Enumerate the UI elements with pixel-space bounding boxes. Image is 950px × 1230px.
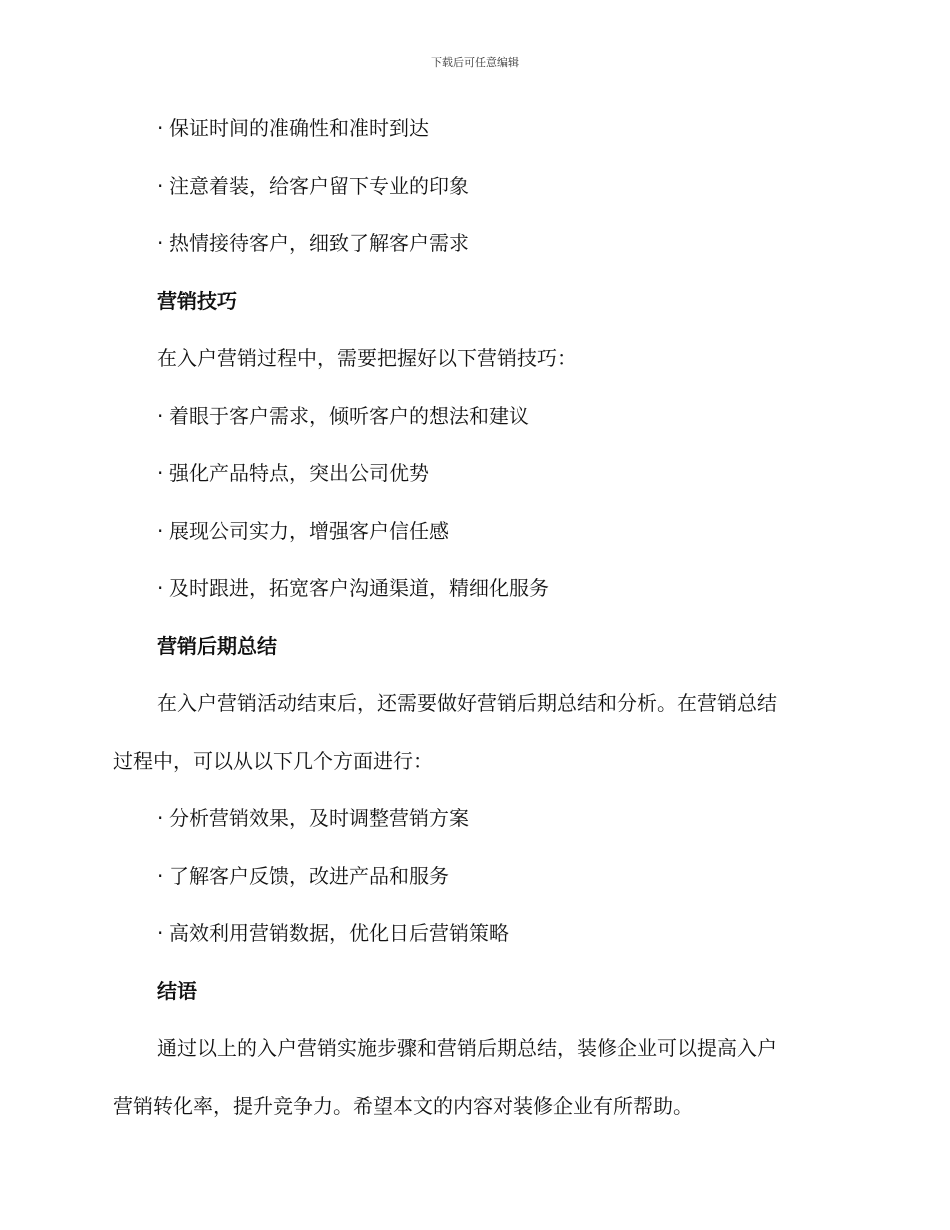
list-item — [113, 215, 833, 273]
bullet-dot: · — [157, 116, 164, 140]
list-item — [113, 445, 833, 503]
bullet-dot: · — [157, 921, 164, 945]
section-heading-summary: 营销后期总结 — [157, 633, 277, 658]
list-item-text: 强化产品特点，突出公司优势 — [169, 461, 429, 485]
list-item — [113, 100, 833, 158]
list-item-text: 分析营销效果，及时调整营销方案 — [169, 806, 469, 830]
bullet-dot: · — [157, 863, 164, 888]
document-body — [113, 100, 833, 1135]
bullet-dot: · — [157, 806, 164, 830]
bullet-dot: · — [157, 173, 164, 198]
list-item-text: 热情接待客户，细致了解客户需求 — [169, 231, 469, 255]
bullet-dot: · — [157, 231, 164, 255]
page-header: 下载后可任意编辑 — [431, 56, 519, 69]
list-item — [113, 905, 833, 963]
list-item — [113, 503, 833, 561]
section-heading-marketing-skills: 营销技巧 — [157, 288, 237, 313]
list-item — [113, 388, 833, 446]
paragraph-line: 过程中，可以从以下几个方面进行： — [113, 748, 433, 773]
list-item-text: 了解客户反馈，改进产品和服务 — [169, 863, 449, 888]
list-item — [113, 848, 833, 906]
list-item-text: 高效利用营销数据，优化日后营销策略 — [169, 921, 509, 945]
bullet-dot: · — [157, 518, 164, 543]
list-item-text: 及时跟进，拓宽客户沟通渠道，精细化服务 — [169, 576, 549, 600]
paragraph-line: 通过以上的入户营销实施步骤和营销后期总结，装修企业可以提高入户 — [157, 1036, 777, 1060]
list-item-text: 展现公司实力，增强客户信任感 — [169, 518, 449, 543]
list-item — [113, 158, 833, 216]
section-heading-conclusion: 结语 — [157, 978, 197, 1003]
list-item-text: 着眼于客户需求，倾听客户的想法和建议 — [169, 403, 529, 428]
list-item — [113, 790, 833, 848]
list-item — [113, 560, 833, 618]
paragraph-line: 在入户营销活动结束后，还需要做好营销后期总结和分析。在营销总结 — [157, 691, 777, 715]
bullet-dot: · — [157, 576, 164, 600]
bullet-dot: · — [157, 403, 164, 428]
section-intro: 在入户营销过程中，需要把握好以下营销技巧： — [157, 346, 577, 370]
list-item-text: 保证时间的准确性和准时到达 — [169, 116, 429, 140]
bullet-dot: · — [157, 461, 164, 485]
paragraph-line: 营销转化率，提升竞争力。希望本文的内容对装修企业有所帮助。 — [113, 1093, 693, 1118]
list-item-text: 注意着装，给客户留下专业的印象 — [169, 173, 469, 198]
